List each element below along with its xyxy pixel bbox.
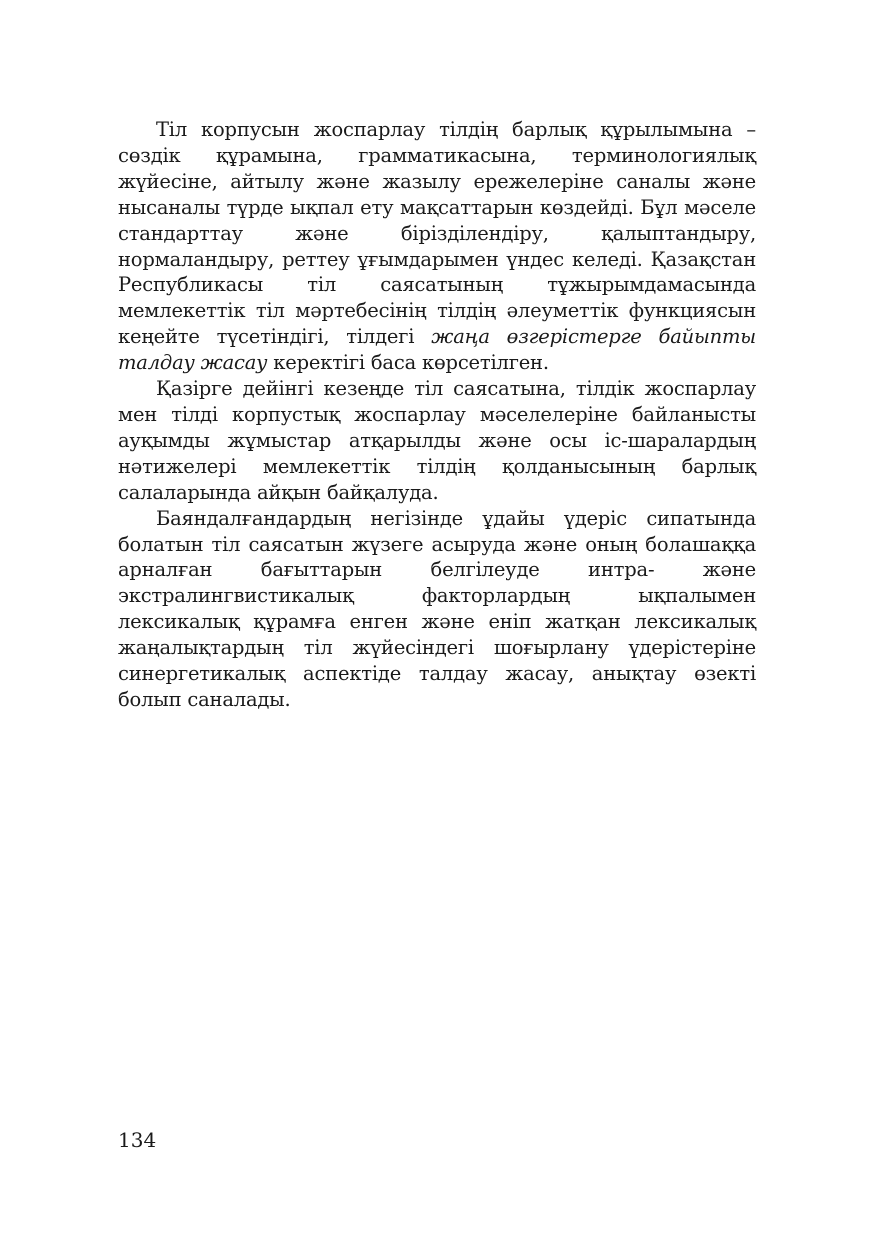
body-text bbox=[118, 117, 756, 713]
paragraph-1-italic-text: жаңа өзгерістерге байыпты талдау жасау bbox=[118, 325, 756, 375]
paragraph-1-text-b: керектігі баса көрсетілген. bbox=[267, 351, 549, 375]
paragraph-2-text: Қазірге дейінгі кезеңде тіл саясатына, тілдік жоспарлау мен тілді корпустық жоспарлау мәселелеріне байланысты ауқымды жұмыстар атқарылды және осы іс-шаралардың нәтижелері мемлекеттік тілдің қолданысының барлық салаларында айқын байқалуда. bbox=[118, 377, 756, 504]
paragraph-1-text-a: Тіл корпусын жоспарлау тілдің барлық құрылымына – сөздік құрамына, грамматикасына, терминологиялық жүйесіне, айтылу және жазылу ережелеріне саналы және нысаналы түрде ықпал ету мақсаттарын көздейді. Бұл мәселе стандарттау және бірізділендіру, қалыптандыру, нормаландыру, реттеу ұғымдарымен үндес келеді. Қазақстан Республикасы тіл саясатының тұжырымдамасында мемлекеттік тіл мәртебесінің тілдің әлеуметтік функциясын кеңейте түсетіндігі, тілдегі bbox=[118, 118, 756, 349]
paragraph-2 bbox=[118, 376, 756, 506]
page-number: 134 bbox=[118, 1128, 157, 1152]
paragraph-3-text: Баяндалғандардың негізінде ұдайы үдеріс сипатында болатын тіл саясатын жүзеге асыруда және оның болашаққа арналған бағыттарын белгілеуде интра- және экстралингвистикалық факторлардың ықпалымен лексикалық құрамға енген және еніп жатқан лексикалық жаңалықтардың тіл жүйесіндегі шоғырлану үдерістеріне синергетикалық аспектіде талдау жасау, анықтау өзекті болып саналады. bbox=[118, 506, 756, 711]
paragraph-3 bbox=[118, 506, 756, 713]
paragraph-1 bbox=[118, 117, 756, 376]
